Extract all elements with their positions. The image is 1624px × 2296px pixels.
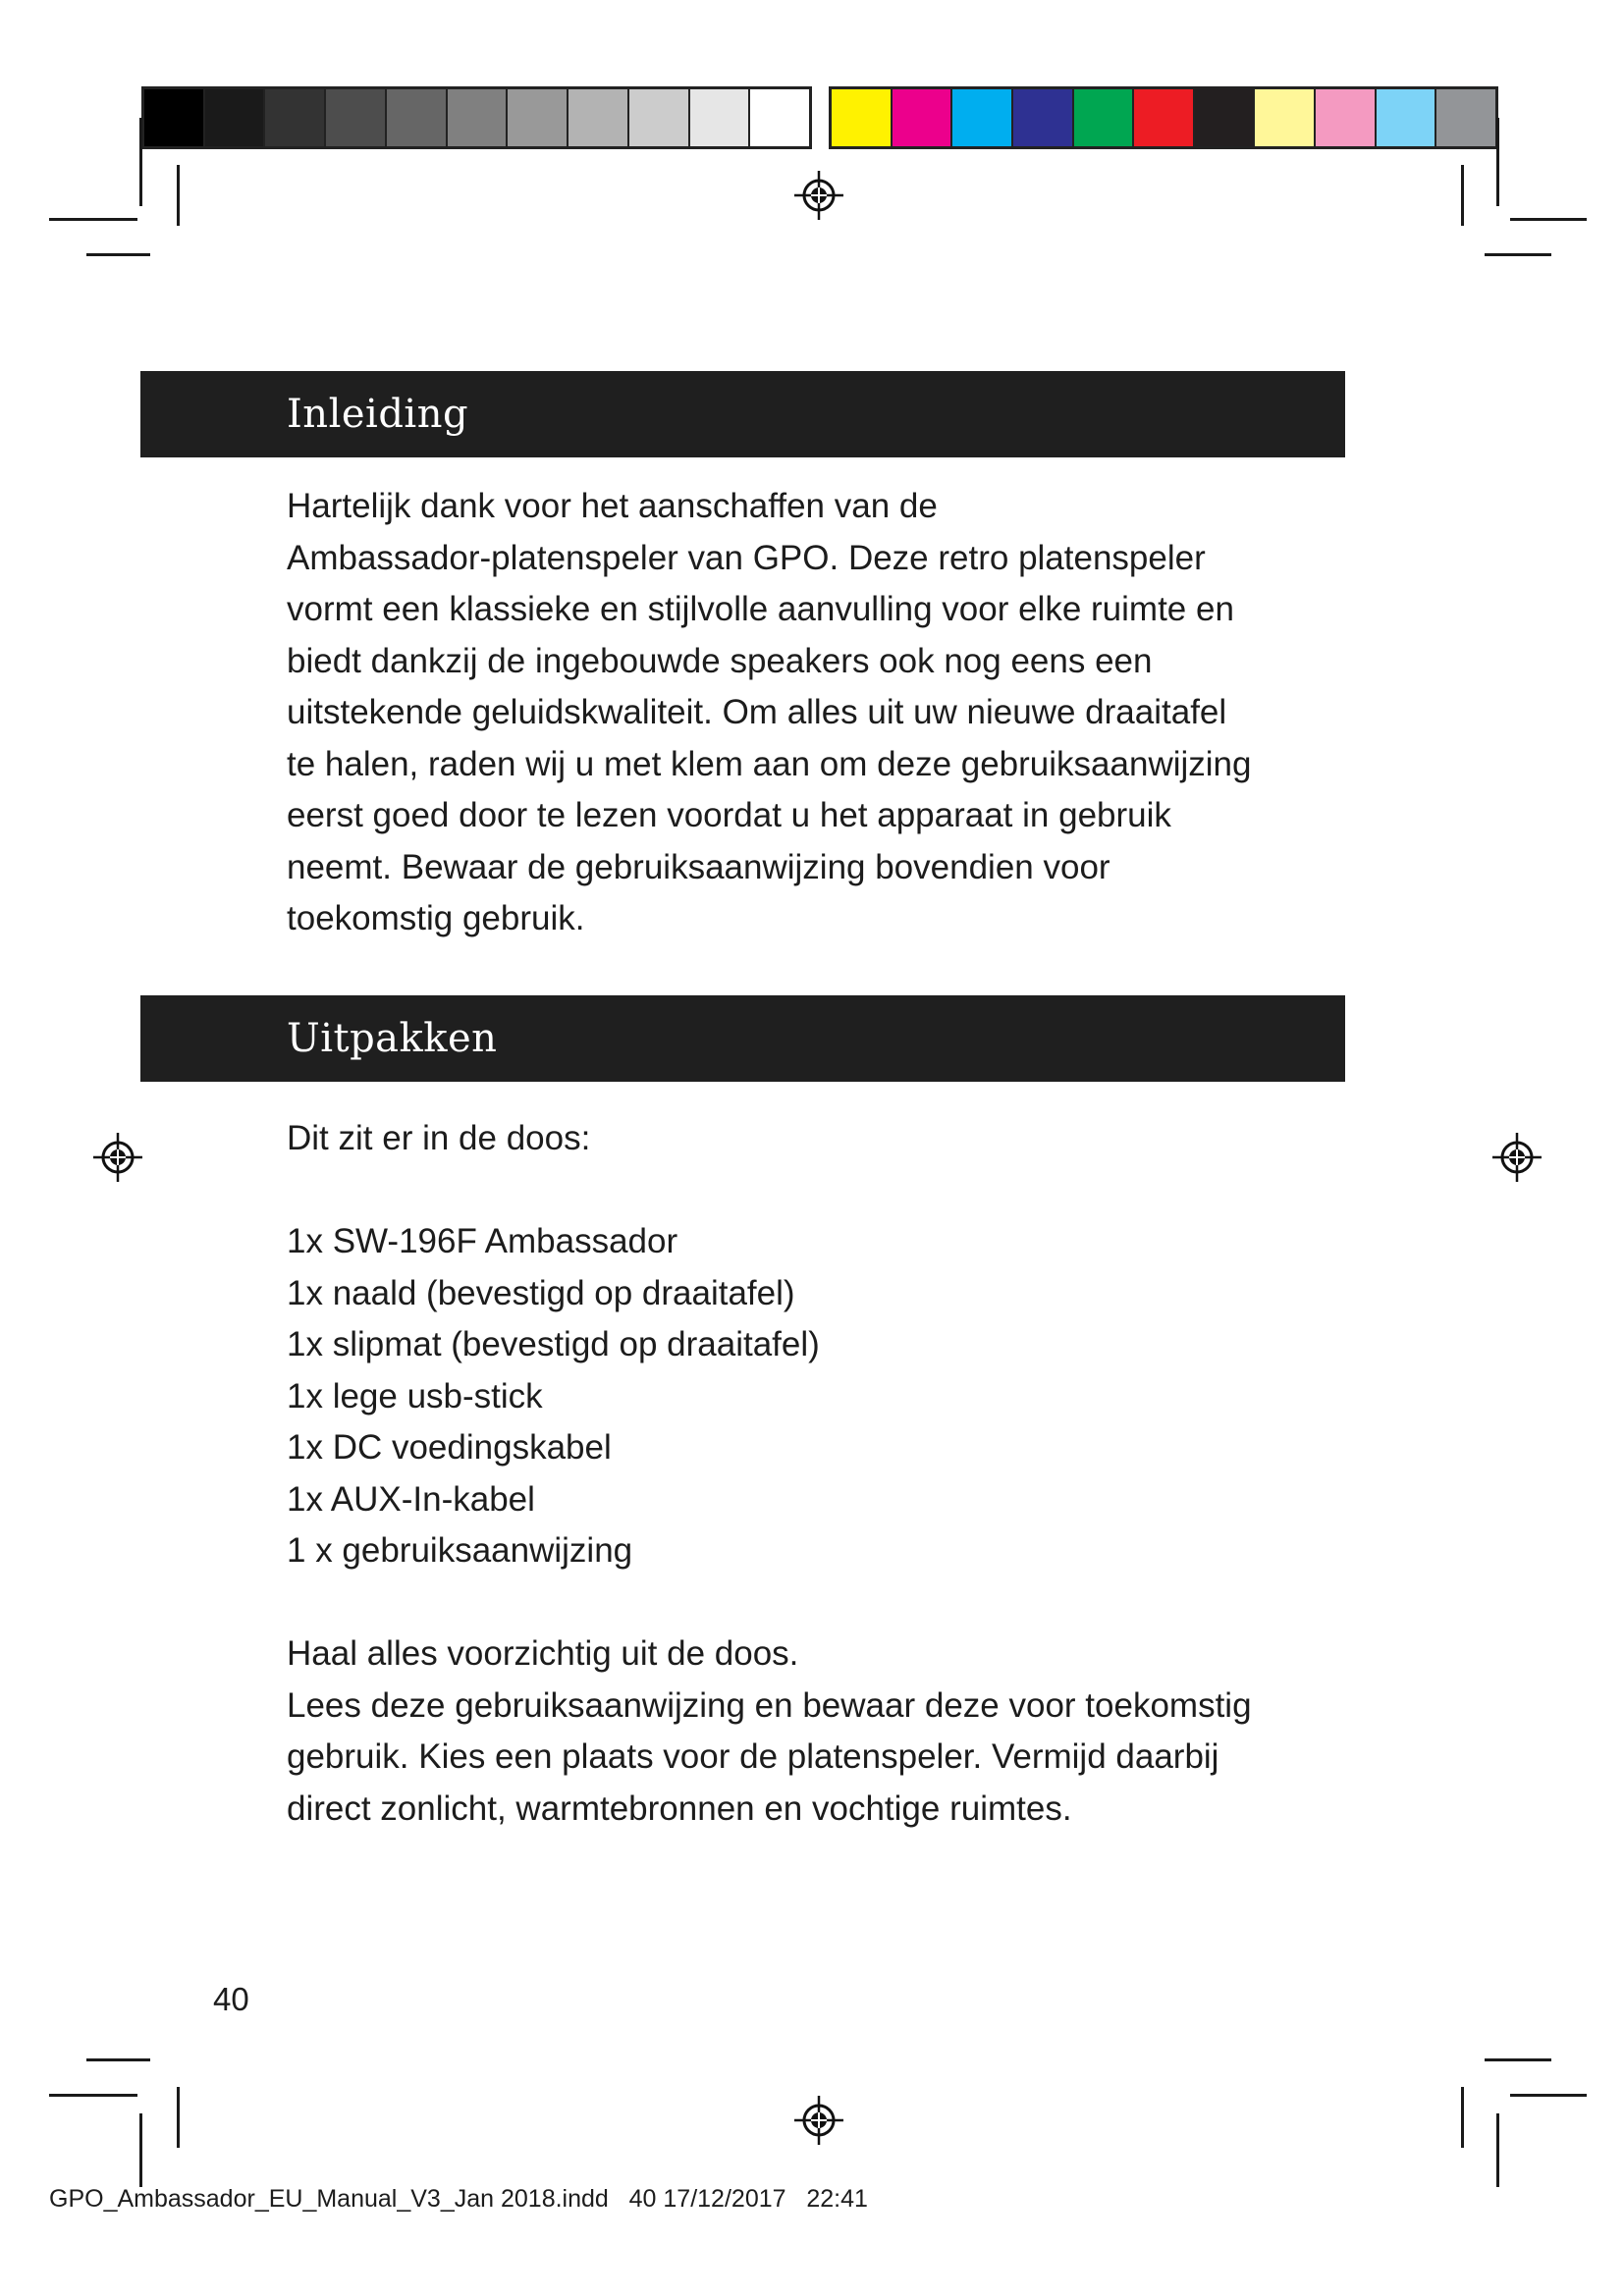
closing-line: Lees deze gebruiksaanwijzing en bewaar deze voor toekomstig <box>287 1685 1252 1725</box>
grayscale-color-bar <box>141 86 812 149</box>
intro-line: Ambassador-platenspeler van GPO. Deze retro platenspeler <box>287 538 1206 577</box>
crop-mark <box>177 165 180 226</box>
list-item: 1x lege usb-stick <box>287 1376 543 1415</box>
color-swatch <box>448 89 509 146</box>
crop-mark <box>49 218 137 221</box>
intro-line: biedt dankzij de ingebouwde speakers ook nog eens een <box>287 641 1153 680</box>
crop-mark <box>49 2094 137 2097</box>
process-color-bar <box>829 86 1498 149</box>
section-heading-text: Uitpakken <box>287 1016 498 1061</box>
registration-target-icon <box>1490 1131 1543 1184</box>
crop-mark <box>1496 2113 1499 2187</box>
list-item: 1x SW-196F Ambassador <box>287 1222 678 1260</box>
color-swatch <box>326 89 387 146</box>
crop-mark <box>1461 2087 1464 2148</box>
section-heading-unpacking <box>140 995 1345 1082</box>
closing-line: direct zonlicht, warmtebronnen en vochtige ruimtes. <box>287 1789 1072 1828</box>
color-swatch <box>1316 89 1377 146</box>
color-swatch <box>1074 89 1135 146</box>
crop-mark <box>1485 2058 1551 2061</box>
crop-mark <box>1485 253 1551 256</box>
crop-mark <box>86 2058 150 2061</box>
color-swatch <box>690 89 751 146</box>
page-number: 40 <box>213 1981 249 2017</box>
color-swatch <box>387 89 448 146</box>
section-heading-intro <box>140 371 1345 457</box>
color-swatch <box>508 89 568 146</box>
list-item: 1x slipmat (bevestigd op draaitafel) <box>287 1325 820 1363</box>
registration-target-icon <box>792 2094 845 2147</box>
registration-target-icon <box>792 169 845 222</box>
crop-mark <box>1496 118 1499 206</box>
intro-line: uitstekende geluidskwaliteit. Om alles uit uw nieuwe draaitafel <box>287 693 1227 731</box>
closing-line: Haal alles voorzichtig uit de doos. <box>287 1634 799 1673</box>
color-swatch <box>1134 89 1195 146</box>
crop-mark <box>139 118 142 206</box>
box-contents-intro: Dit zit er in de doos: <box>287 1119 591 1157</box>
list-item: 1 x gebruiksaanwijzing <box>287 1531 633 1570</box>
intro-paragraph <box>287 481 1347 945</box>
color-swatch <box>893 89 953 146</box>
intro-line: te halen, raden wij u met klem aan om deze gebruiksaanwijzing <box>287 744 1252 783</box>
intro-line: toekomstig gebruik. <box>287 899 585 937</box>
crop-mark <box>1510 218 1587 221</box>
crop-mark <box>177 2087 180 2148</box>
color-swatch <box>144 89 205 146</box>
intro-line: vormt een klassieke en stijlvolle aanvulling voor elke ruimte en <box>287 590 1234 628</box>
section-heading-text: Inleiding <box>287 392 469 437</box>
crop-mark <box>1461 165 1464 226</box>
color-swatch <box>1255 89 1316 146</box>
list-item: 1x naald (bevestigd op draaitafel) <box>287 1273 795 1312</box>
registration-target-icon <box>91 1131 144 1184</box>
crop-mark <box>139 2113 142 2187</box>
crop-mark <box>86 253 150 256</box>
crop-mark <box>1510 2094 1587 2097</box>
color-swatch <box>1195 89 1256 146</box>
spacer <box>287 1165 1347 1217</box>
closing-line: gebruik. Kies een plaats voor de platenspeler. Vermijd daarbij <box>287 1737 1219 1776</box>
color-swatch <box>1013 89 1074 146</box>
intro-line: eerst goed door te lezen voordat u het apparaat in gebruik <box>287 796 1171 834</box>
color-swatch <box>1436 89 1495 146</box>
list-item: 1x AUX-In-kabel <box>287 1479 535 1519</box>
box-contents-list <box>287 1216 1347 1577</box>
color-swatch <box>205 89 266 146</box>
list-item: 1x DC voedingskabel <box>287 1428 612 1467</box>
color-swatch <box>952 89 1013 146</box>
intro-line: Hartelijk dank voor het aanschaffen van de <box>287 487 938 525</box>
intro-line: neemt. Bewaar de gebruiksaanwijzing bovendien voor <box>287 847 1110 886</box>
color-swatch <box>832 89 893 146</box>
color-swatch <box>750 89 809 146</box>
spacer <box>287 1577 1347 1629</box>
color-swatch <box>265 89 326 146</box>
color-swatch <box>629 89 690 146</box>
unpacking-content <box>287 1113 1347 1835</box>
print-slug: GPO_Ambassador_EU_Manual_V3_Jan 2018.indd 40 17/12/2017 22:41 <box>49 2185 868 2213</box>
color-swatch <box>568 89 629 146</box>
color-swatch <box>1377 89 1437 146</box>
